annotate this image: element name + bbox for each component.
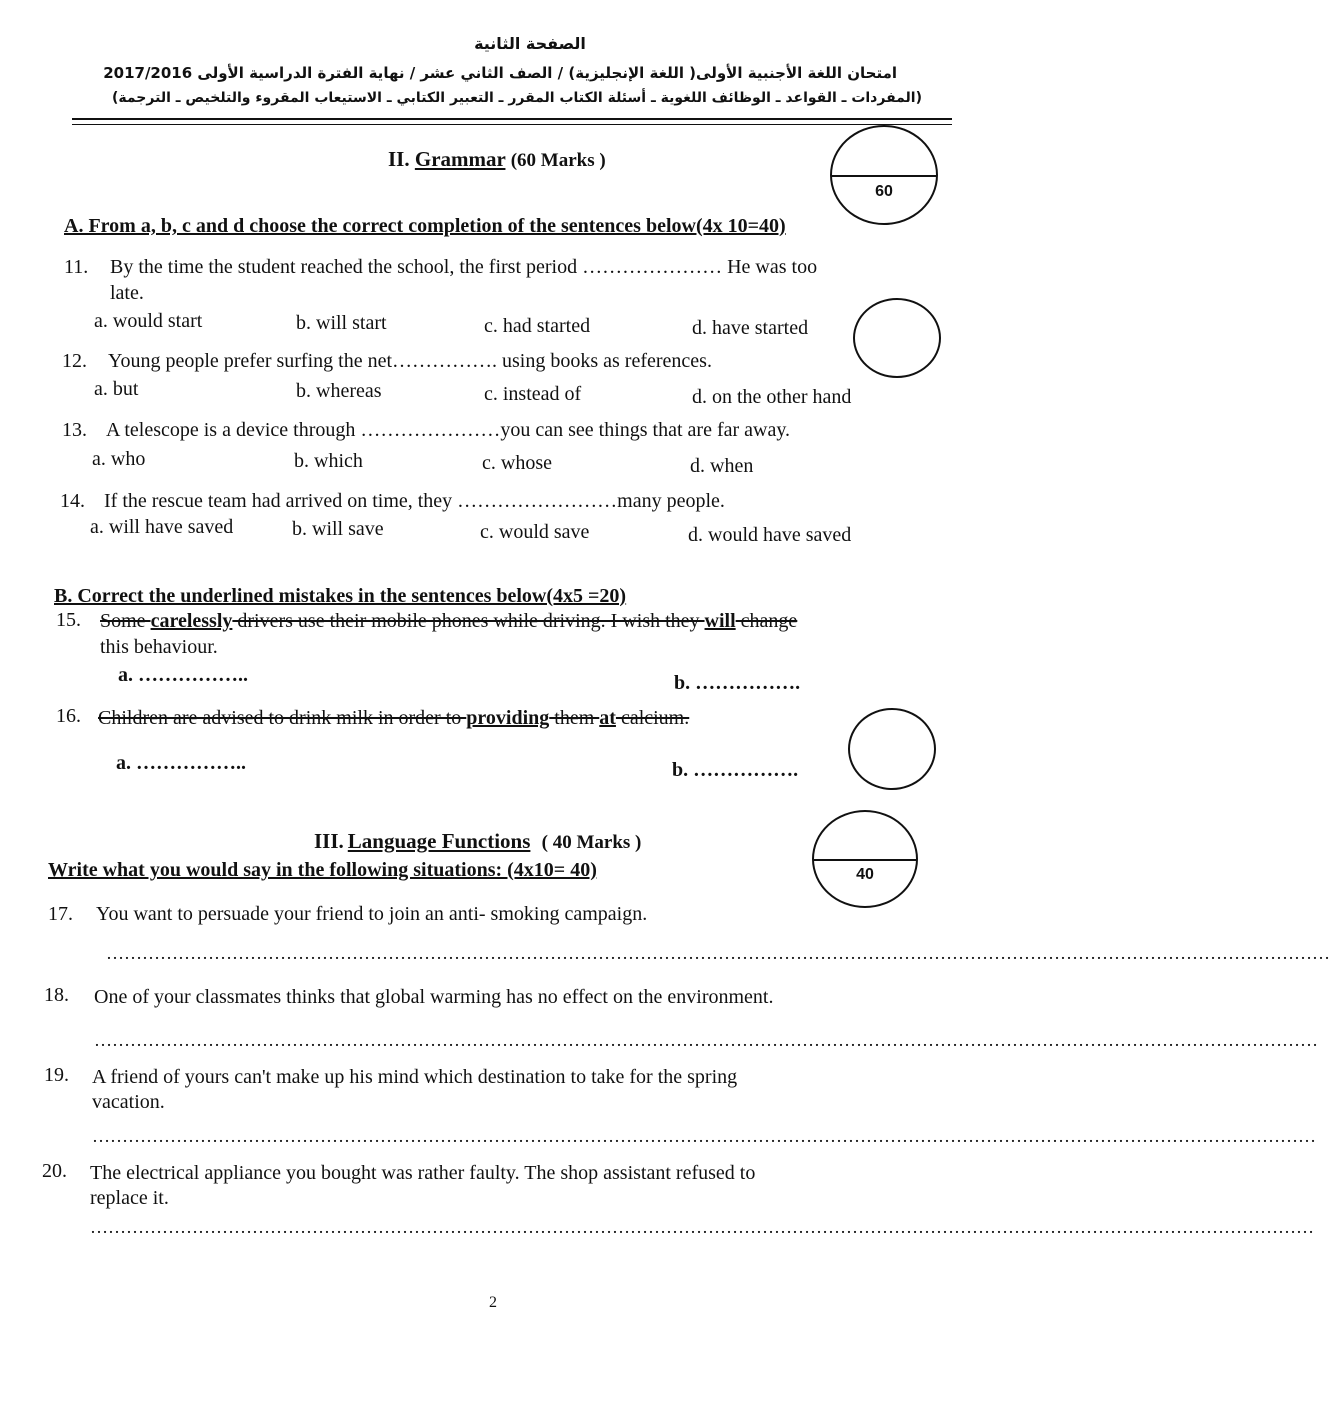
sentence-part: Some — [100, 610, 151, 632]
answer-line[interactable]: …………………………………………………………………………………………………………………………………………………………………………………… — [90, 1217, 1314, 1237]
underlined-mistake: will — [704, 610, 736, 632]
answer-blank-a[interactable]: a. …………….. — [116, 752, 246, 774]
functions-instruction: Write what you would say in the following situations: (4x10= 40) — [48, 859, 597, 881]
answer-line[interactable]: …………………………………………………………………………………………………………………………………………………………………………………… — [94, 1030, 1318, 1050]
option-b[interactable]: b. whereas — [296, 380, 382, 402]
question-number: 11. — [64, 256, 89, 278]
situation-text-cont: replace it. — [90, 1187, 169, 1209]
option-a[interactable]: a. who — [92, 448, 146, 470]
functions-title — [314, 829, 641, 854]
situation-text: A friend of yours can't make up his mind which destination to take for the spring — [92, 1066, 738, 1088]
option-d[interactable]: d. have started — [692, 317, 809, 339]
grammar-title — [388, 147, 606, 172]
sentence-part: Children are advised to drink milk in order to — [98, 707, 467, 729]
correction-sentence — [98, 707, 689, 730]
exam-topics: (المفردات ـ القواعد ـ الوظائف اللغوية ـ أسئلة الكتاب المقرر ـ التعبير الكتابي ـ الاستيعاب المقروء والتلخيص ـ الترجمة) — [112, 90, 922, 106]
part-a-instruction: A. From a, b, c and d choose the correct completion of the sentences below(4x 10=40) — [64, 215, 786, 237]
correction-sentence — [100, 610, 797, 633]
page-label: الصفحة الثانية — [474, 34, 586, 53]
functions-score-total: 40 — [856, 866, 874, 883]
answer-blank-b[interactable]: b. ……………. — [672, 759, 799, 781]
question-number: 16. — [56, 705, 81, 727]
option-b[interactable]: b. will start — [296, 312, 387, 334]
score-divider — [832, 175, 936, 177]
question-text: Young people prefer surfing the net……………. using books as references. — [108, 350, 712, 372]
sentence-part: calcium. — [615, 707, 690, 729]
grammar-section-num: II. — [388, 147, 410, 171]
part-b-instruction: B. Correct the underlined mistakes in the sentences below(4x5 =20) — [54, 585, 627, 607]
functions-section-name: Language Functions — [347, 829, 531, 853]
page-number: 2 — [489, 1294, 497, 1311]
option-c[interactable]: c. had started — [484, 315, 591, 337]
option-b[interactable]: b. will save — [292, 518, 384, 540]
header-rule-2 — [72, 124, 952, 125]
question-text: A telescope is a device through …………………you can see things that are far away. — [106, 419, 791, 441]
score-divider — [814, 859, 916, 861]
answer-line[interactable]: …………………………………………………………………………………………………………………………………………………………………………………… — [106, 943, 1330, 963]
underlined-mistake: providing — [466, 707, 550, 729]
option-c[interactable]: c. would save — [480, 521, 590, 543]
question-number: 17. — [48, 903, 73, 925]
question-number: 19. — [44, 1064, 69, 1086]
option-a[interactable]: a. but — [94, 378, 139, 400]
sentence-part: drivers use their mobile phones while driving. I wish they — [232, 610, 705, 632]
question-number: 20. — [42, 1160, 67, 1182]
grammar-section-marks: (60 Marks ) — [510, 150, 606, 171]
option-a[interactable]: a. would start — [94, 310, 203, 332]
functions-score-circle — [812, 810, 918, 908]
question-number: 13. — [62, 419, 87, 441]
option-a[interactable]: a. will have saved — [90, 516, 234, 538]
exam-title: امتحان اللغة الأجنبية الأولى( اللغة الإنجليزية) / الصف الثاني عشر / نهاية الفترة الدراسية الأولى 2017/2016 — [103, 64, 897, 82]
answer-circle — [853, 298, 941, 378]
option-d[interactable]: d. when — [690, 455, 754, 477]
answer-blank-b[interactable]: b. ……………. — [674, 672, 801, 694]
grammar-score-total: 60 — [875, 183, 893, 200]
question-number: 15. — [56, 609, 81, 631]
question-number: 18. — [44, 984, 69, 1006]
option-d[interactable]: d. on the other hand — [692, 386, 852, 408]
grammar-section-name: Grammar — [414, 147, 506, 171]
answer-blank-a[interactable]: a. …………….. — [118, 664, 248, 686]
sentence-continuation: this behaviour. — [100, 636, 218, 658]
situation-text: One of your classmates thinks that global warming has no effect on the environment. — [94, 986, 774, 1008]
situation-text-cont: vacation. — [92, 1091, 165, 1113]
grammar-score-circle — [830, 125, 938, 225]
functions-section-num: III. — [314, 829, 344, 853]
underlined-mistake: carelessly — [150, 610, 233, 632]
question-text: By the time the student reached the school, the first period ………………… He was too — [110, 256, 818, 278]
question-text: If the rescue team had arrived on time, they ……………………many people. — [104, 490, 725, 512]
answer-circle — [848, 708, 936, 790]
option-b[interactable]: b. which — [294, 450, 363, 472]
question-number: 14. — [60, 490, 85, 512]
underlined-mistake: at — [599, 707, 616, 729]
question-text-cont: late. — [110, 282, 144, 304]
option-c[interactable]: c. instead of — [484, 383, 582, 405]
option-c[interactable]: c. whose — [482, 452, 552, 474]
option-d[interactable]: d. would have saved — [688, 524, 852, 546]
functions-section-marks: ( 40 Marks ) — [541, 832, 642, 853]
situation-text: You want to persuade your friend to join an anti- smoking campaign. — [96, 903, 648, 925]
sentence-part: change — [735, 610, 798, 632]
sentence-part: them — [549, 707, 600, 729]
answer-line[interactable]: …………………………………………………………………………………………………………………………………………………………………………………… — [92, 1126, 1316, 1146]
question-number: 12. — [62, 350, 87, 372]
header-rule — [72, 118, 952, 120]
situation-text: The electrical appliance you bought was rather faulty. The shop assistant refused to — [90, 1162, 756, 1184]
